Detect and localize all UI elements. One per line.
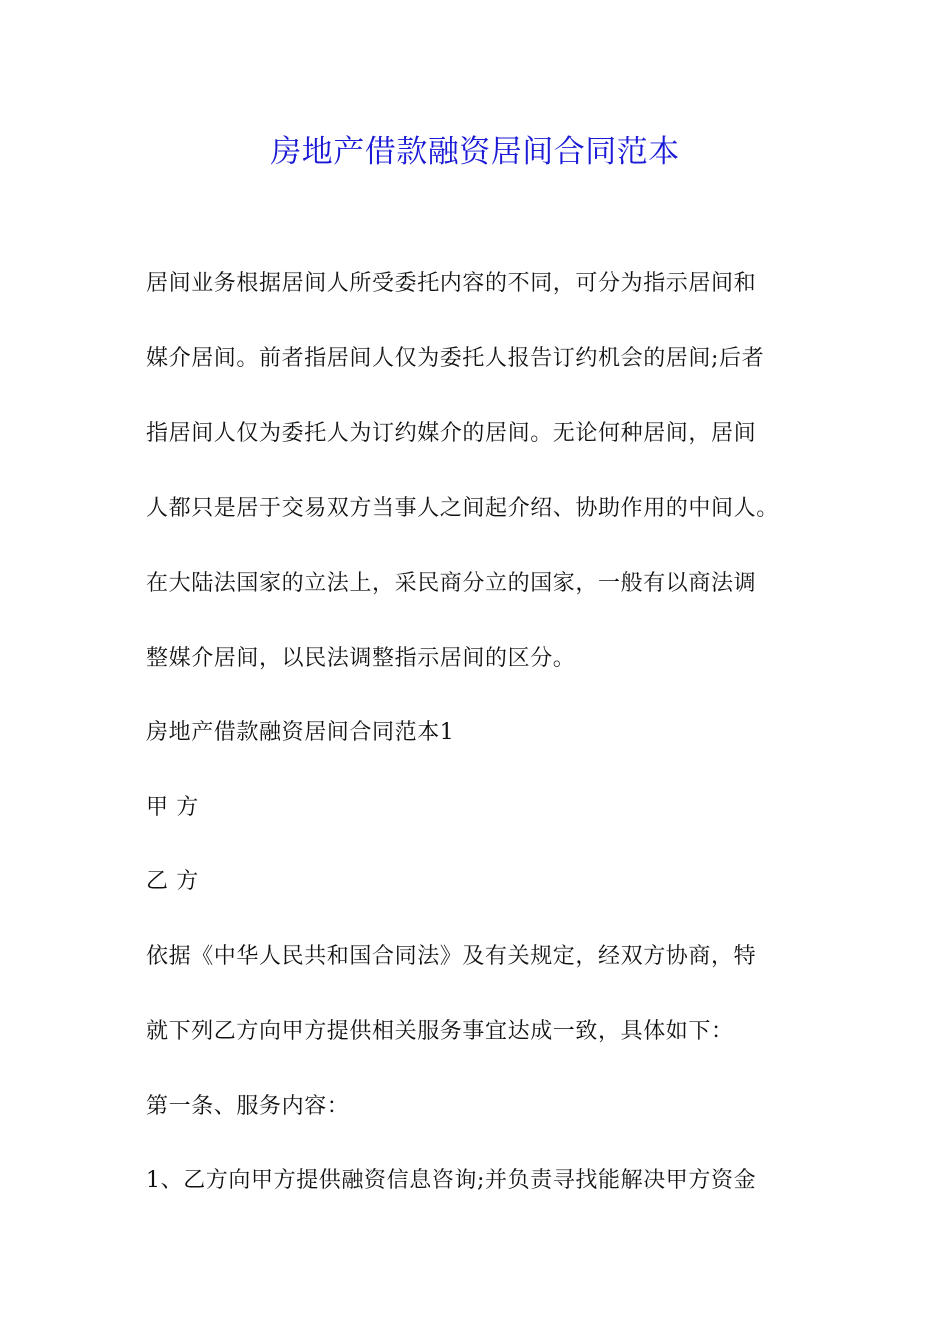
party-b-label: 乙 方 [146,869,199,894]
party-a-label: 甲 方 [146,795,199,820]
article-1-item-1: 1、乙方向甲方提供融资信息咨询;并负责寻找能解决甲方资金 [146,1168,757,1193]
intro-line-6: 整媒介居间，以民法调整指示居间的区分。 [146,646,576,671]
intro-line-2: 媒介居间。前者指居间人仅为委托人报告订约机会的居间;后者 [146,346,765,371]
section-title: 房地产借款融资居间合同范本1 [146,720,455,745]
article-1-heading: 第一条、服务内容： [146,1094,350,1119]
intro-line-3: 指居间人仅为委托人为订约媒介的居间。无论何种居间，居间 [146,421,757,446]
agreement-line-2: 就下列乙方向甲方提供相关服务事宜达成一致，具体如下： [146,1019,734,1044]
document-title: 房地产借款融资居间合同范本 [270,134,680,170]
intro-line-4: 人都只是居于交易双方当事人之间起介绍、协助作用的中间人。 [146,496,779,521]
intro-line-1: 居间业务根据居间人所受委托内容的不同，可分为指示居间和 [146,271,757,296]
agreement-line-1: 依据《中华人民共和国合同法》及有关规定，经双方协商，特 [146,944,757,969]
intro-line-5: 在大陆法国家的立法上，采民商分立的国家，一般有以商法调 [146,571,757,596]
